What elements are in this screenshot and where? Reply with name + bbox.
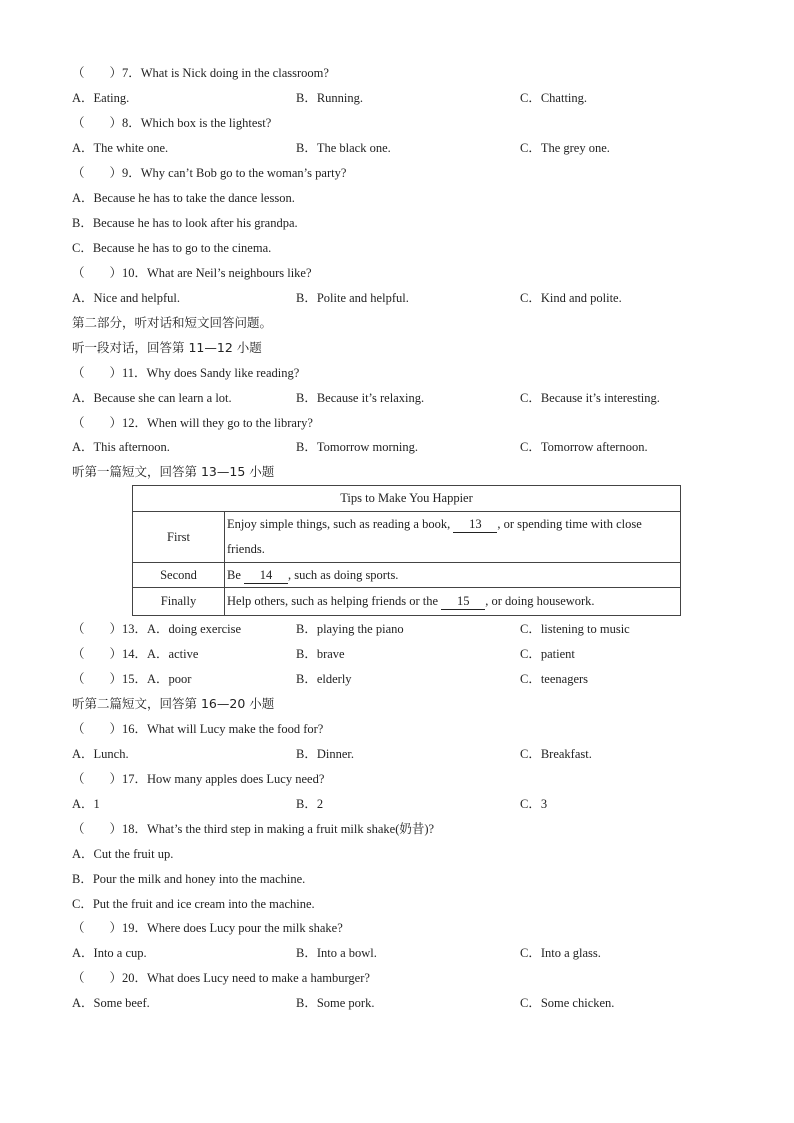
option-17c: C．3: [520, 797, 548, 811]
option-13b: B．playing the piano: [296, 622, 404, 636]
question-20: （ ）20．What does Lucy need to make a hamburger?: [72, 971, 370, 985]
option-8b: B．The black one.: [296, 141, 391, 155]
question-15: （ ）15．A．poor: [72, 672, 192, 686]
option-7c: C．Chatting.: [520, 91, 588, 105]
question-13: （ ）13．A．doing exercise: [72, 622, 242, 636]
tips-table: [132, 485, 681, 616]
option-10c: C．Kind and polite.: [520, 291, 622, 305]
option-20c: C．Some chicken.: [520, 996, 615, 1010]
blank-13: 13: [453, 516, 497, 533]
row-label-second: Second: [133, 563, 225, 588]
row-content-second: Be 14 , such as doing sports.: [225, 563, 681, 588]
question-16: （ ）16．What will Lucy make the food for?: [72, 722, 324, 736]
option-19b: B．Into a bowl.: [296, 946, 377, 960]
table-title: Tips to Make You Happier: [133, 486, 681, 512]
table-row: [133, 512, 681, 563]
blank-15: 15: [441, 593, 485, 610]
option-11b: B．Because it’s relaxing.: [296, 391, 425, 405]
option-16b: B．Dinner.: [296, 747, 354, 761]
option-7a: A．Eating.: [72, 91, 130, 105]
passage1-heading: 听第一篇短文，回答第 13—15 小题: [72, 464, 275, 479]
part2-heading: 第二部分，听对话和短文回答问题。: [72, 315, 273, 330]
option-16a: A．Lunch.: [72, 747, 129, 761]
option-7b: B．Running.: [296, 91, 364, 105]
question-18: （ ）18．What’s the third step in making a fruit milk shake(奶昔)?: [72, 822, 435, 836]
option-10a: A．Nice and helpful.: [72, 291, 180, 305]
option-9a: A．Because he has to take the dance lesson.: [72, 191, 295, 205]
option-18a: A．Cut the fruit up.: [72, 847, 174, 861]
option-14b: B．brave: [296, 647, 345, 661]
option-9c: C．Because he has to go to the cinema.: [72, 241, 272, 255]
option-17b: B．2: [296, 797, 324, 811]
table-row: [133, 563, 681, 588]
passage2-heading: 听第二篇短文，回答第 16—20 小题: [72, 696, 275, 711]
dialogue-heading: 听一段对话，回答第 11—12 小题: [72, 340, 262, 355]
option-16c: C．Breakfast.: [520, 747, 592, 761]
question-14: （ ）14．A．active: [72, 647, 199, 661]
option-20b: B．Some pork.: [296, 996, 375, 1010]
option-12a: A．This afternoon.: [72, 440, 170, 454]
option-15c: C．teenagers: [520, 672, 589, 686]
question-9: （ ）9．Why can’t Bob go to the woman’s party?: [72, 166, 347, 180]
row-label-finally: Finally: [133, 588, 225, 616]
option-8a: A．The white one.: [72, 141, 169, 155]
question-17: （ ）17．How many apples does Lucy need?: [72, 772, 325, 786]
question-10: （ ）10．What are Neil’s neighbours like?: [72, 266, 312, 280]
option-11a: A．Because she can learn a lot.: [72, 391, 232, 405]
table-row: [133, 588, 681, 616]
option-20a: A．Some beef.: [72, 996, 150, 1010]
option-13c: C．listening to music: [520, 622, 630, 636]
option-9b: B．Because he has to look after his grandpa.: [72, 216, 298, 230]
option-11c: C．Because it’s interesting.: [520, 391, 660, 405]
option-17a: A．1: [72, 797, 100, 811]
option-12b: B．Tomorrow morning.: [296, 440, 419, 454]
option-12c: C．Tomorrow afternoon.: [520, 440, 648, 454]
question-19: （ ）19．Where does Lucy pour the milk shake?: [72, 921, 343, 935]
blank-14: 14: [244, 567, 288, 584]
option-14c: C．patient: [520, 647, 575, 661]
option-15b: B．elderly: [296, 672, 352, 686]
question-12: （ ）12．When will they go to the library?: [72, 416, 313, 430]
question-7: （ ）7．What is Nick doing in the classroom?: [72, 66, 329, 80]
option-19a: A．Into a cup.: [72, 946, 147, 960]
row-label-first: First: [133, 512, 225, 563]
question-11: （ ）11．Why does Sandy like reading?: [72, 366, 300, 380]
option-18c: C．Put the fruit and ice cream into the machine.: [72, 897, 315, 911]
question-8: （ ）8．Which box is the lightest?: [72, 116, 272, 130]
option-18b: B．Pour the milk and honey into the machine.: [72, 872, 306, 886]
option-10b: B．Polite and helpful.: [296, 291, 409, 305]
row-content-first: Enjoy simple things, such as reading a book, 13 , or spending time with close friends.: [225, 512, 681, 563]
row-content-finally: Help others, such as helping friends or the 15 , or doing housework.: [225, 588, 681, 616]
option-8c: C．The grey one.: [520, 141, 610, 155]
option-19c: C．Into a glass.: [520, 946, 601, 960]
